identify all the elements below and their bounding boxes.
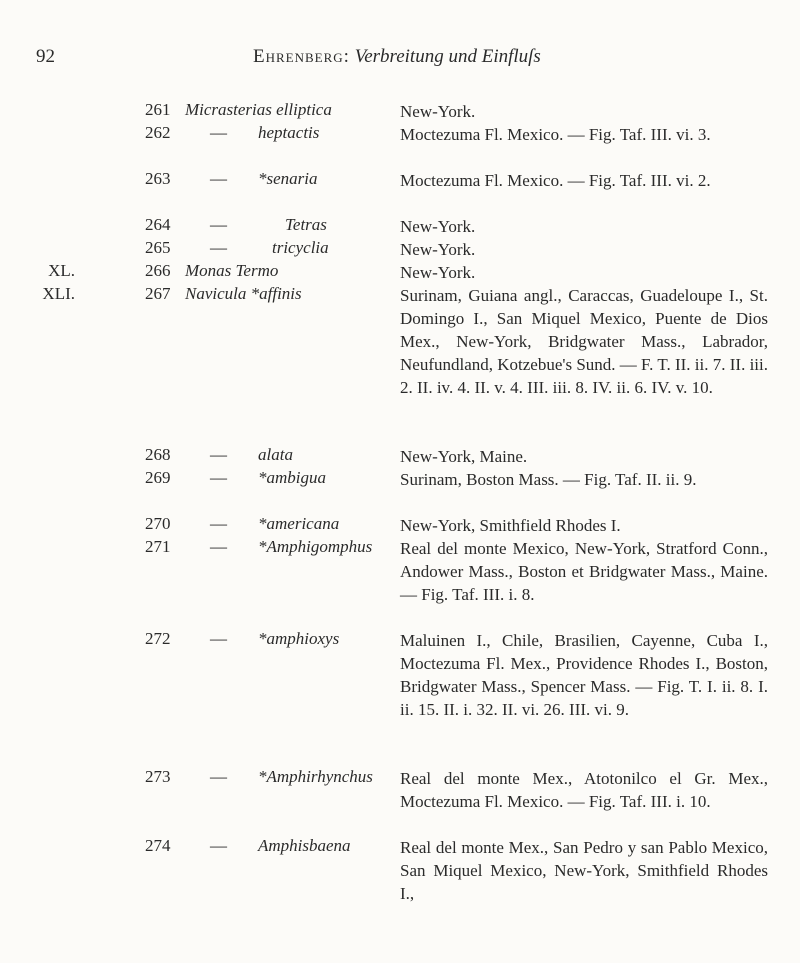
taxon-name: *Amphirhynchus (258, 767, 373, 786)
entry-localities: New-York. (400, 217, 476, 236)
running-title (253, 46, 541, 68)
entry-number: 273 (145, 767, 171, 786)
taxon-name: Micrasterias elliptica (185, 100, 332, 119)
ditto-dash: — (210, 215, 227, 234)
taxon-name: Tetras (285, 215, 327, 234)
work-title: Verbreitung und Einfluſs (354, 46, 541, 67)
entry-number: 263 (145, 169, 171, 188)
entry-localities: New-York. (400, 240, 476, 259)
entry-localities: Real del monte Mex., Atotonilco el Gr. Mex., Moctezuma Fl. Mexico. — Fig. Taf. III. i. 10. (400, 769, 768, 811)
taxon-name: Amphisbaena (258, 836, 351, 855)
entry-number: 271 (145, 537, 171, 556)
author-name: Ehrenberg: (253, 46, 350, 67)
entry-number: 265 (145, 238, 171, 257)
entry-localities: New-York, Smithfield Rhodes I. (400, 516, 621, 535)
section-numeral: XL. (48, 261, 75, 280)
entry-number: 270 (145, 514, 171, 533)
page-number: 92 (36, 46, 55, 67)
taxon-name: Monas Termo (185, 261, 279, 280)
taxon-name: *amphioxys (258, 629, 340, 648)
taxon-name: *senaria (258, 169, 318, 188)
ditto-dash: — (210, 445, 227, 464)
ditto-dash: — (210, 123, 227, 142)
entry-localities: New-York. (400, 102, 476, 121)
entry-number: 269 (145, 468, 171, 487)
taxon-name: tricyclia (272, 238, 329, 257)
entry-number: 267 (145, 284, 171, 303)
entry-localities: Surinam, Boston Mass. — Fig. Taf. II. ii. 9. (400, 470, 697, 489)
ditto-dash: — (210, 514, 227, 533)
ditto-dash: — (210, 767, 227, 786)
taxon-name: *Amphigomphus (258, 537, 373, 556)
entry-localities: Moctezuma Fl. Mexico. — Fig. Taf. III. vi. 2. (400, 171, 711, 190)
entry-number: 274 (145, 836, 171, 855)
entry-localities: New-York, Maine. (400, 447, 528, 466)
entry-localities: Moctezuma Fl. Mexico. — Fig. Taf. III. vi. 3. (400, 125, 711, 144)
ditto-dash: — (210, 169, 227, 188)
taxon-name: heptactis (258, 123, 320, 142)
section-numeral: XLI. (42, 284, 75, 303)
entry-localities: New-York. (400, 263, 476, 282)
taxon-name: Navicula *affinis (185, 284, 302, 303)
entry-localities: Surinam, Guiana angl., Caraccas, Guadeloupe I., St. Domingo I., San Miquel Mexico, Puente de Dios Mex., New-York, Bridgwater Mass., Labrador, Neufundland, Kotzebue's Sund. — F. T. II. ii. 7. II. iii. 2. II. iv. 4. II. v. 4. III. iii. 8. IV. ii. 6. IV. v. 10. (400, 286, 768, 397)
ditto-dash: — (210, 468, 227, 487)
taxon-name: alata (258, 445, 293, 464)
entry-number: 268 (145, 445, 171, 464)
ditto-dash: — (210, 238, 227, 257)
taxon-name: *americana (258, 514, 340, 533)
entry-number: 262 (145, 123, 171, 142)
ditto-dash: — (210, 836, 227, 855)
running-header (36, 46, 776, 72)
entry-number: 272 (145, 629, 171, 648)
taxon-name: *ambigua (258, 468, 326, 487)
entry-localities: Real del monte Mexico, New-York, Stratford Conn., Andower Mass., Boston et Bridgwater Mass., Maine. — Fig. Taf. III. i. 8. (400, 539, 768, 604)
entry-number: 264 (145, 215, 171, 234)
entry-number: 261 (145, 100, 171, 119)
entry-number: 266 (145, 261, 171, 280)
ditto-dash: — (210, 537, 227, 556)
ditto-dash: — (210, 629, 227, 648)
entry-localities: Real del monte Mex., San Pedro y san Pablo Mexico, San Miquel Mexico, New-York, Smithfield Rhodes I., (400, 838, 768, 903)
entry-localities: Maluinen I., Chile, Brasilien, Cayenne, Cuba I., Moctezuma Fl. Mex., Providence Rhodes I., Boston, Bridgwater Mass., Spencer Mass. — Fig. T. I. ii. 8. I. ii. 15. II. i. 32. II. vi. 26. III. vi. 9. (400, 631, 768, 719)
